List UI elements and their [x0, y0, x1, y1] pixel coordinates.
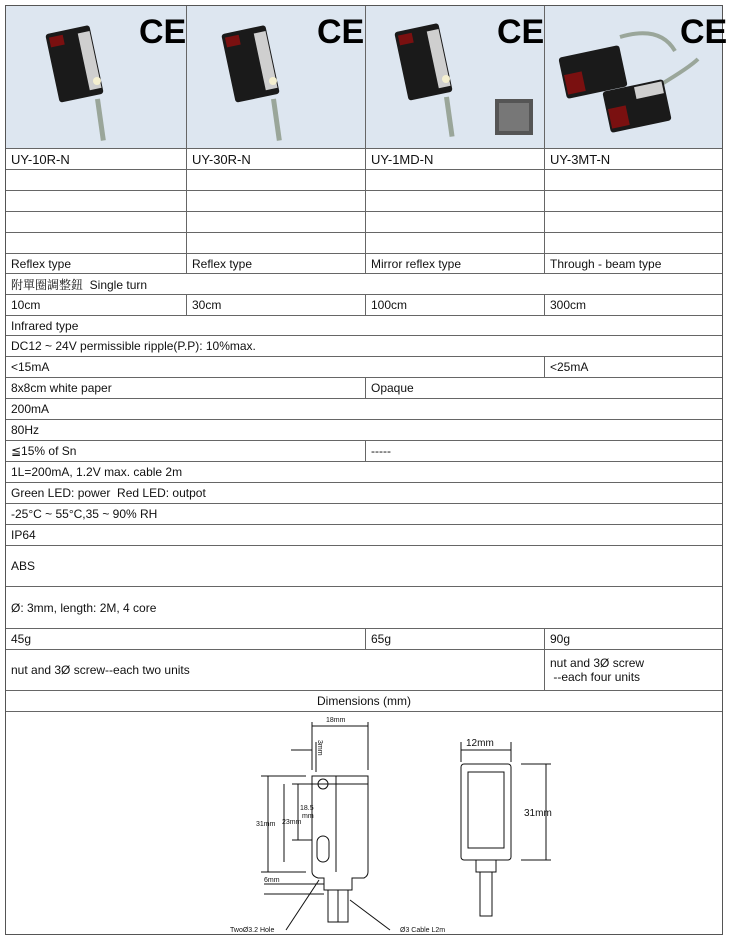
spec-value: IP64 — [11, 528, 36, 542]
spec-value: 30cm — [186, 295, 365, 315]
detection-type-row — [6, 254, 722, 274]
sensor-image — [371, 7, 549, 148]
adjustment-row — [6, 274, 722, 295]
spec-value: nut and 3Ø screw --each four units — [544, 650, 722, 690]
dimensions-title: Dimensions (mm) — [316, 694, 411, 708]
spec-value: 8x8cm white paper — [11, 381, 112, 395]
dim-label: 18mm — [326, 717, 346, 724]
dim-label: 31mm — [256, 821, 276, 828]
ce-mark: CE — [139, 12, 187, 51]
blank-row — [6, 212, 722, 233]
dim-label: 18.5 — [300, 805, 314, 812]
model-name: UY-30R-N — [186, 149, 365, 169]
dim-label: 3mm — [316, 740, 323, 756]
spec-sheet — [5, 5, 728, 935]
spec-value: 300cm — [544, 295, 722, 315]
spec-value: 80Hz — [11, 423, 40, 437]
spec-value: ABS — [11, 559, 36, 573]
ce-mark: CE — [497, 12, 545, 51]
sensor-image — [550, 7, 726, 148]
dimensions-title-row — [6, 691, 722, 712]
blank-row — [6, 191, 722, 212]
photo-uy-10r — [6, 6, 186, 148]
spec-value: <25mA — [544, 357, 722, 377]
supply-voltage-row — [6, 336, 722, 357]
accessory-row — [6, 650, 722, 691]
sensor-image — [11, 7, 189, 148]
spec-value: 45g — [11, 632, 32, 646]
photo-uy-3mt — [544, 6, 728, 148]
model-name: UY-3MT-N — [544, 149, 722, 169]
output-current-row — [6, 399, 722, 420]
blank-row — [6, 170, 722, 191]
spec-value: Mirror reflex type — [365, 254, 544, 273]
cable-row — [6, 587, 722, 629]
distance-row — [6, 295, 722, 316]
model-row — [6, 149, 722, 170]
spec-value: 90g — [544, 629, 722, 649]
spec-value: Infrared type — [11, 318, 79, 333]
spec-value: Through - beam type — [544, 254, 722, 273]
response-row — [6, 420, 722, 441]
dim-label: 23mm — [282, 819, 302, 826]
target-row — [6, 378, 722, 399]
dim-label: 31mm — [524, 808, 552, 819]
sensor-image — [192, 7, 370, 148]
spec-value: Green LED: power Red LED: outpot — [11, 486, 206, 500]
spec-value: Ø: 3mm, length: 2M, 4 core — [11, 600, 157, 615]
dim-label: 12mm — [466, 738, 494, 749]
spec-value: Reflex type — [186, 254, 365, 273]
spec-value: 200mA — [11, 402, 50, 416]
model-name: UY-1MD-N — [365, 149, 544, 169]
dim-label: 6mm — [264, 877, 280, 884]
dim-label: TwoØ3.2 Hole — [230, 927, 275, 934]
dim-label: Ø3 Cable L2m — [400, 927, 446, 934]
spec-value: 65g — [365, 629, 544, 649]
light-source-row — [6, 316, 722, 336]
indicator-row — [6, 483, 722, 504]
spec-value: 100cm — [365, 295, 544, 315]
photo-uy-1md — [365, 6, 544, 148]
dimension-drawing — [6, 712, 722, 934]
environment-row — [6, 504, 722, 525]
spec-value: 10cm — [11, 298, 41, 312]
model-name: UY-10R-N — [11, 151, 70, 167]
product-photo-row — [6, 6, 728, 149]
spec-value: Opaque — [365, 378, 722, 398]
protection-row — [6, 525, 722, 546]
spec-value: ≦15% of Sn — [11, 444, 77, 458]
spec-value: 附單圈調整鈕 Single turn — [11, 277, 148, 292]
current-row — [6, 357, 722, 378]
hysteresis-row — [6, 441, 722, 462]
spec-value: 1L=200mA, 1.2V max. cable 2m — [11, 465, 183, 479]
spec-value: ----- — [365, 441, 722, 461]
ce-mark: CE — [680, 12, 728, 51]
spec-value: Reflex type — [11, 256, 72, 271]
material-row — [6, 546, 722, 587]
ce-mark: CE — [317, 12, 365, 51]
photo-uy-30r — [186, 6, 365, 148]
leakage-row — [6, 462, 722, 483]
spec-value: -25°C ~ 55°C,35 ~ 90% RH — [11, 507, 158, 521]
blank-row — [6, 233, 722, 254]
spec-value: <15mA — [11, 360, 50, 374]
spec-value: DC12 ~ 24V permissible ripple(P.P): 10%max. — [11, 339, 256, 353]
spec-value: nut and 3Ø screw--each two units — [11, 663, 190, 677]
dim-label: mm — [302, 813, 314, 820]
dimension-diagram — [6, 712, 722, 934]
weight-row — [6, 629, 722, 650]
